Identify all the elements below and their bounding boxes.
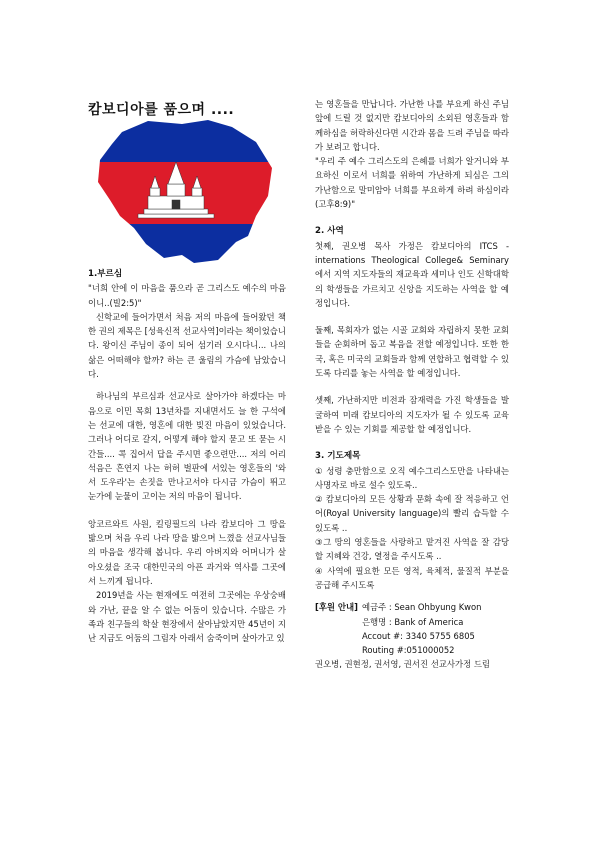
left-column: [88, 267, 286, 645]
section-heading-ministry: 2. 사역: [315, 226, 344, 237]
cambodia-flag-map: [90, 118, 282, 266]
verse-philippians: "너희 안에 이 마음을 품으라 곧 그리스도 예수의 마음이니..(빌2:5)": [88, 283, 286, 308]
section-heading-prayer: 3. 기도제목: [315, 451, 361, 462]
support-label: [후원 안내]: [315, 602, 358, 613]
account-holder: 예금주 : Sean Ohbyung Kwon: [361, 602, 482, 613]
paragraph: 신학교에 들어가면서 처음 저의 마음에 들어왔던 책 한 권의 제목은 [성육신적 선교사역]이라는 책이었습니다. 왕이신 주님이 종이 되어 섬기러 오시다니... 나의 삶은 어떠해야 할까? 하는 큰 울림의 가슴에 남았습니다.: [88, 311, 286, 380]
prayer-item: ① 성령 충만함으로 오직 예수그리스도만을 나타내는 사명자로 바로 설수 있도록..: [315, 465, 509, 490]
support-info: [315, 600, 509, 657]
signature: 권오병, 권현정, 권서영, 권서진 선교사가정 드림: [315, 659, 491, 670]
paragraph: 하나님의 부르심과 선교사로 살아가야 하겠다는 마음으로 이민 목회 13년차를 지내면서도 늘 한 구석에는 선교에 대한, 영혼에 대한 빚진 마음이 있었습니다. 그러나 어디로 갈지, 어떻게 해야 할지 묻고 또 묻는 시간들.... 콕 집어서 답을 주시면 좋으련만.... 저의 어리석음은 흔연지 나는 허허 벌판에 서있는 영혼들의 '와서 도우라'는 손짓을 만나고서야 다시금 가슴이 뛰고 눈가에 눈물이 고이는 저의 마음이 됩니다.: [88, 391, 286, 502]
bank-name: 은행명 : Bank of America: [361, 616, 464, 627]
ministry-second: 둘째, 목회자가 없는 시골 교회와 자립하지 못한 교회들을 순회하며 돕고 복음을 전할 예정입니다. 또한 한국, 혹은 미국의 교회들과 함께 연합하고 협력할 수 있도록 다리를 놓는 사역을 할 예정입니다.: [315, 325, 509, 379]
paragraph: 는 영혼들을 만납니다. 가난한 나를 부요케 하신 주님 앞에 드릴 것 없지만 캄보디아의 소외된 영혼들과 함께하심을 허락하신다면 시간과 몸을 드려 주님을 따라가 보려고 합니다.: [315, 99, 509, 152]
account-number: Accout #: 3340 5755 6805: [361, 630, 475, 641]
verse-2corinthians: "우리 주 예수 그리스도의 은혜를 너희가 알거니와 부요하신 이로서 너희를 위하여 가난하게 되심은 그의 가난함으로 말미암아 너희를 부요하게 하려 하심이라(고후8:9)": [315, 156, 509, 210]
paragraph: 2019년을 사는 현재에도 여전히 그곳에는 우상숭배와 가난, 끝을 알 수 없는 어둠이 있습니다. 수많은 가족과 친구들의 학살 현장에서 살아남았지만 45년이 지난 지금도 어둠의 그림자 아래서 숨죽이며 살아가고 있: [88, 590, 286, 644]
routing-number: Routing #:051000052: [361, 645, 455, 656]
section-heading-calling: 1.부르심: [88, 269, 123, 279]
page-title: 캄보디아를 품으며 ....: [88, 102, 235, 118]
prayer-item: ④ 사역에 필요한 모든 영적, 육체적, 물질적 부분을 공급해 주시도록: [315, 565, 509, 590]
ministry-third: 셋째, 가난하지만 비전과 잠재력을 가진 학생들을 발굴하여 미래 캄보디아의 지도자가 될 수 있도록 교육받을 수 있는 기회를 제공할 할 예정입니다.: [315, 395, 509, 434]
right-column: [315, 97, 509, 672]
ministry-first: 첫째, 권오병 목사 가정은 캄보디아의 ITCS -internations Theological College& Seminary 에서 지역 지도자들의 재교육과 세미나 인도 신학대학의 학생들을 가르치고 신앙을 지도하는 사역을 할 예정입니다.: [315, 240, 509, 308]
prayer-item: ② 캄보디아의 모든 상황과 문화 속에 잘 적응하고 언어(Royal University language)의 빨리 습득할 수 있도록 ..: [315, 494, 509, 533]
paragraph: 앙코르와트 사원, 킬링필드의 나라 캄보디아 그 땅을 밟으며 처음 우리 나라 땅을 밟으며 느꼈을 선교사님들의 마음을 생각해 봅니다. 우리 아버지와 어머니가 살아오셨을 조국 대한민국의 아픈 과거와 역사를 그곳에서 느끼게 됩니다.: [88, 518, 286, 586]
prayer-item: ③그 땅의 영혼들을 사랑하고 맡겨진 사역을 잘 감당할 지혜와 건강, 열정을 주시도록 ..: [315, 537, 509, 562]
